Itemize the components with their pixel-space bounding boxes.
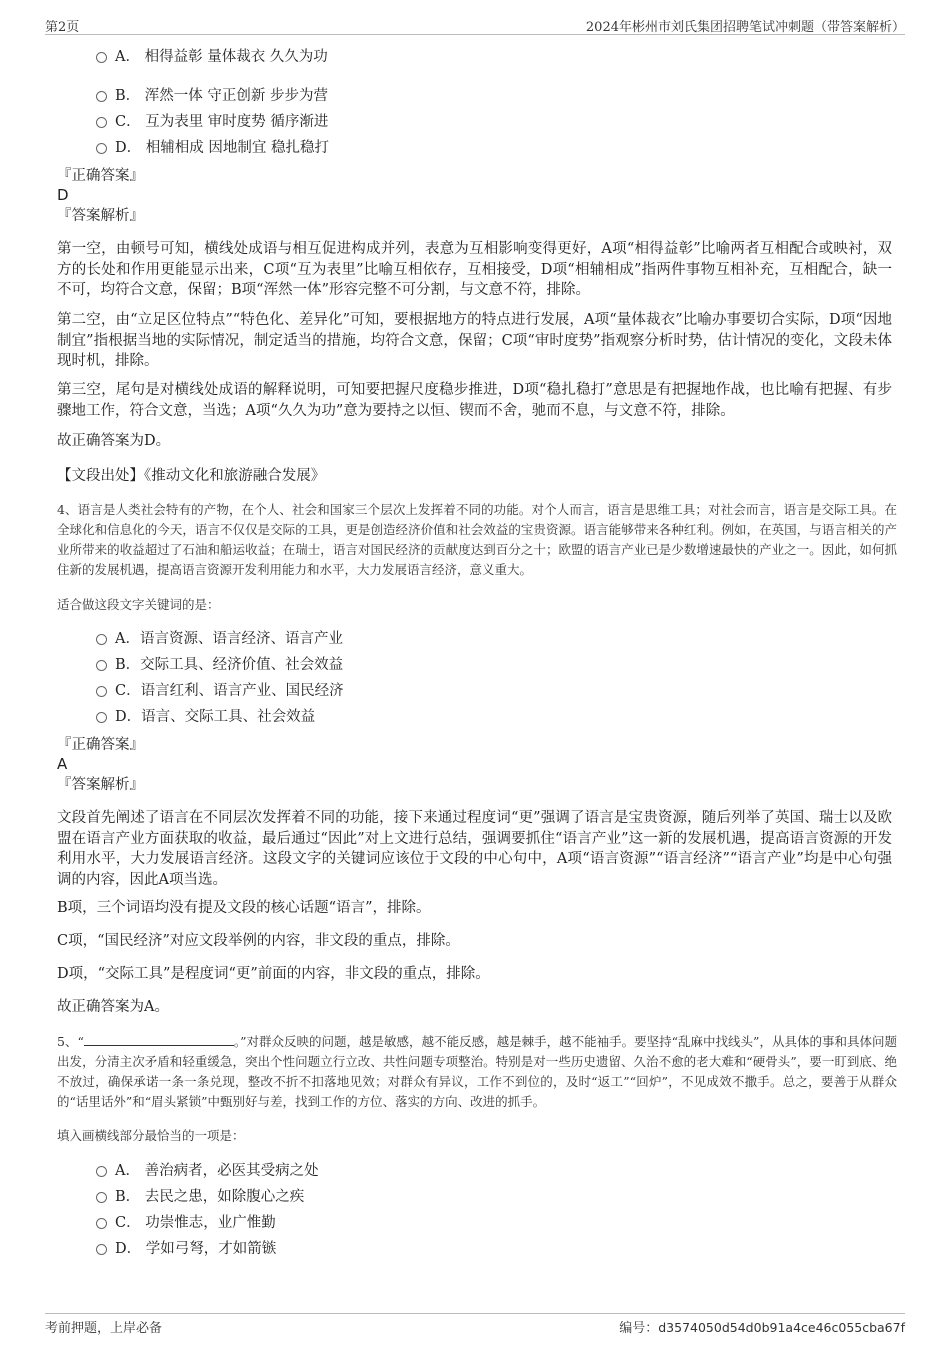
q4-prompt: 适合做这段文字关键词的是： [57,597,220,612]
radio-icon[interactable] [96,117,107,128]
q3-option-b[interactable]: B． 浑然一体 守正创新 步步为营 [96,86,328,106]
page-footer [45,1313,905,1336]
q3-analysis-label: 『答案解析』 [57,208,144,224]
q4-analysis-paragraph: C项，“国民经济”对应文段举例的内容，非文段的重点，排除。 [57,933,460,949]
q5-option-d[interactable]: D． 学如弓弩，才如箭镞 [96,1239,276,1259]
footer-slogan: 考前押题，上岸必备 [45,1321,163,1336]
q5-option-a[interactable]: A． 善治病者，必医其受病之处 [96,1161,319,1181]
q3-answer-label: 『正确答案』 [57,168,144,184]
q4-option-c[interactable]: C．语言红利、语言产业、国民经济 [96,681,344,701]
radio-icon[interactable] [96,634,107,645]
page-number: 第2页 [45,20,80,35]
q5-option-c[interactable]: C． 功崇惟志，业广惟勤 [96,1213,276,1233]
q4-analysis-label: 『答案解析』 [57,777,144,793]
q3-analysis-paragraph: 第三空，尾句是对横线处成语的解释说明，可知要把握尺度稳步推进，D项“稳扎稳打”意思是有把握地作战，也比喻有把握、有步骤地工作，符合文意，当选；A项“久久为功”意为要持之以恒、锲而不舍，驰而不息，与文意不符，排除。 [57,382,892,419]
radio-icon[interactable] [96,1244,107,1255]
radio-icon[interactable] [96,1218,107,1229]
radio-icon[interactable] [96,660,107,671]
page-header [45,14,905,35]
q4-option-d[interactable]: D．语言、交际工具、社会效益 [96,707,315,727]
radio-icon[interactable] [96,91,107,102]
q4-analysis-paragraph: 文段首先阐述了语言在不同层次发挥着不同的功能，接下来通过程度词“更”强调了语言是宝贵资源，随后列举了英国、瑞士以及欧盟在语言产业方面获取的收益，最后通过“因此”对上文进行总结，强调要抓住“语言产业”这一新的发展机遇，提高语言资源的开发利用水平，大力发展语言经济。这段文字的关键词应该位于文段的中心句中，A项“语言资源”“语言经济”“语言产业”均是中心句强调的内容，因此A项当选。 [57,810,892,888]
q3-option-c[interactable]: C． 互为表里 审时度势 循序渐进 [96,112,328,132]
q3-option-d[interactable]: D． 相辅相成 因地制宜 稳扎稳打 [96,138,329,158]
q3-source: 【文段出处】《推动文化和旅游融合发展》 [57,468,326,484]
q3-analysis-paragraph: 第一空，由顿号可知，横线处成语与相互促进构成并列，表意为互相影响变得更好，A项“相得益彰”比喻两者互相配合或映衬，双方的长处和作用更能显示出来，C项“互为表里”比喻互相依存，互相接受，D项“相辅相成”指两件事物互相补充，互相配合，缺一不可，均符合文意，保留；B项“浑然一体”形容完整不可分割，与文意不符，排除。 [57,241,892,298]
radio-icon[interactable] [96,1166,107,1177]
q4-analysis-conclusion: 故正确答案为A。 [57,999,169,1015]
q4-option-b[interactable]: B．交际工具、经济价值、社会效益 [96,655,343,675]
q4-analysis-paragraph: D项，“交际工具”是程度词“更”前面的内容，非文段的重点，排除。 [57,966,490,982]
q4-stem: 4、语言是人类社会特有的产物，在个人、社会和国家三个层次上发挥着不同的功能。对个人而言，语言是思维工具；对社会而言，语言是交际工具。在全球化和信息化的今天，语言不仅仅是交际的工具，更是创造经济价值和社会效益的宝贵资源。语言能够带来各种红利。例如，在英国，与语言相关的产业所带来的收益超过了石油和船运收益；在瑞士，语言对国民经济的贡献度达到百分之十；欧盟的语言产业已是少数增速最快的产业之一。因此，如何抓住新的发展机遇，提高语言资源开发利用能力和水平，大力发展语言经济，意义重大。 [57,502,897,577]
q5-stem: 5、“ 。”对群众反映的问题，越是敏感，越不能反感，越是棘手，越不能袖手。要坚持“乱麻中找线头”，从具体的事和具体问题出发，分清主次矛盾和轻重缓急，突出个性问题立行立改、共性问题专项整治。特别是对一些历史遗留、久治不愈的老大难和“硬骨头”，要一盯到底、绝不放过，确保承诺一条一条兑现，整改不折不扣落地见效；对群众有异议，工作不到位的，及时“返工”“回炉”，不见成效不撒手。总之，要善于从群众的“话里话外”和“眉头紧锁”中甄别好与差，找到工作的方位、落实的方向、改进的抓手。 [57,1034,897,1109]
q5-prompt: 填入画横线部分最恰当的一项是： [57,1128,245,1143]
radio-icon[interactable] [96,712,107,723]
radio-icon[interactable] [96,686,107,697]
q5-option-b[interactable]: B． 去民之患，如除腹心之疾 [96,1187,304,1207]
q4-option-a[interactable]: A．语言资源、语言经济、语言产业 [96,629,343,649]
q4-answer-label: 『正确答案』 [57,737,144,753]
document-title: 2024年彬州市刘氏集团招聘笔试冲刺题（带答案解析） [585,20,905,35]
q4-answer: A [57,755,68,773]
radio-icon[interactable] [96,143,107,154]
fill-blank [84,1033,234,1046]
q3-answer: D [57,186,69,204]
radio-icon[interactable] [96,52,107,63]
radio-icon[interactable] [96,1192,107,1203]
document-code: 编号：d3574050d54d0b91a4ce46c055cba67f [619,1320,905,1336]
q4-analysis-paragraph: B项，三个词语均没有提及文段的核心话题“语言”，排除。 [57,900,431,916]
q3-option-a[interactable]: A． 相得益彰 量体裁衣 久久为功 [96,47,328,67]
q3-analysis-paragraph: 第二空，由“立足区位特点”“特色化、差异化”可知，要根据地方的特点进行发展，A项“量体裁衣”比喻办事要切合实际，D项“因地制宜”指根据当地的实际情况，制定适当的措施，均符合文意，保留；C项“审时度势”指观察分析时势，估计情况的变化，文段未体现时机，排除。 [57,312,892,369]
q3-analysis-conclusion: 故正确答案为D。 [57,433,171,449]
